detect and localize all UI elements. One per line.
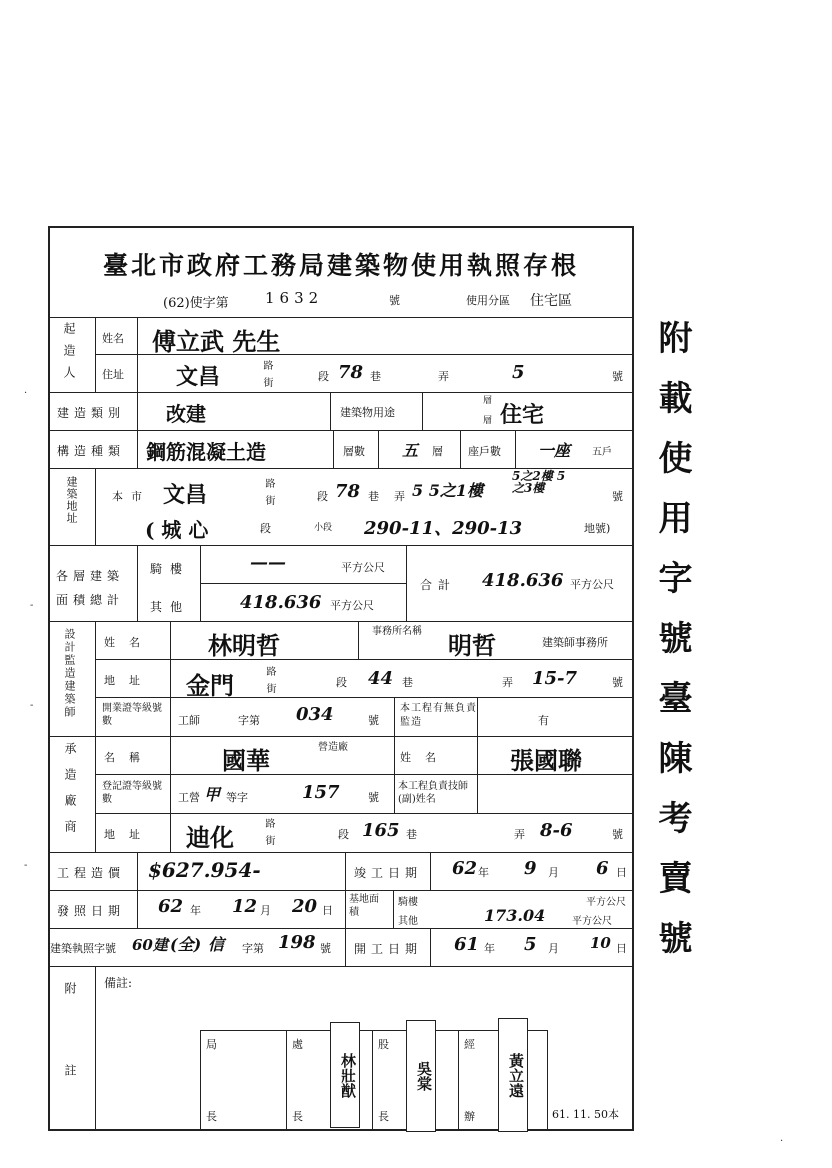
contractor-cert-no: 157: [302, 782, 340, 803]
area-arcade: ——: [250, 552, 286, 573]
site-lane: 78: [335, 481, 361, 502]
area-total-label: 合計: [420, 578, 457, 592]
sign-label-3: 處: [292, 1038, 303, 1051]
permit-label: 建築執照字號: [50, 942, 116, 955]
architect-section-unit: 段: [336, 676, 347, 689]
architect-name: 林明哲: [208, 631, 280, 660]
site-alley-unit: 弄: [394, 490, 405, 503]
site-other-unit: 平方公尺: [572, 916, 612, 927]
issue-year-unit: 年: [190, 904, 201, 917]
area-other-label: 其他: [150, 600, 191, 614]
architect-cert-no: 034: [296, 704, 334, 725]
contractor-alley-unit: 弄: [514, 828, 525, 841]
site-road-unit: 路 街: [263, 478, 274, 508]
contractor-addr-road: 迪化: [186, 823, 234, 852]
start-year: 61: [454, 934, 480, 955]
remark-label: 備註:: [104, 976, 133, 990]
issue-month: 12: [232, 896, 258, 917]
cost-label: 工程造價: [57, 866, 126, 880]
scan-noise: ·: [24, 388, 28, 399]
site-section-unit: 段: [317, 490, 328, 503]
contractor-road-unit: 路 街: [263, 818, 274, 848]
contractor-cert-mid: 等字: [226, 791, 248, 804]
contractor-addr-label: 地址: [104, 828, 154, 841]
permit-word: (全): [170, 935, 202, 954]
architect-cert-mid: 字第: [238, 714, 260, 727]
units-unit: 五戶: [592, 447, 612, 458]
sign-label-5: 股: [378, 1038, 389, 1051]
area-label: 各層建築面積總計: [56, 569, 125, 607]
site-area-label: 基地面積: [349, 894, 379, 918]
contractor-no: 8-6: [540, 820, 573, 841]
start-month-unit: 月: [548, 942, 559, 955]
contractor-name-label: 名稱: [104, 751, 154, 764]
contractor-lane: 165: [362, 820, 400, 841]
site-other: 173.04: [484, 906, 546, 925]
architect-addr-road: 金門: [186, 671, 234, 700]
applicant-name: 傅立武 先生: [152, 327, 281, 356]
signature-block: [200, 1030, 548, 1130]
area-arcade-label: 騎樓: [150, 562, 191, 576]
architect-section-label: 設計監造建築師: [63, 628, 76, 719]
structure-label: 構造種類: [57, 444, 126, 458]
site-no-unit: 號: [612, 490, 623, 503]
issue-year: 62: [158, 896, 184, 917]
complete-month: 9: [524, 858, 537, 879]
site-city: 本市: [112, 490, 150, 503]
complete-label: 竣工日期: [354, 866, 423, 880]
site-arcade-label: 騎樓: [398, 897, 418, 908]
issue-month-unit: 月: [260, 904, 271, 917]
applicant-addr-road: 文昌: [176, 364, 221, 390]
architect-office-suffix: 建築師事務所: [542, 636, 608, 649]
use-value: 住宅: [500, 402, 545, 428]
architect-name-label: 姓名: [104, 636, 154, 649]
category-label: 建造類別: [57, 406, 126, 420]
complete-year: 62: [452, 858, 478, 879]
architect-no-unit: 號: [612, 676, 623, 689]
scan-noise: -: [30, 600, 34, 611]
applicant-lane: 78: [338, 362, 364, 383]
floor-unit: 層 層: [481, 395, 491, 428]
scan-noise: ·: [780, 1136, 784, 1147]
applicant-no: 5: [512, 362, 525, 383]
start-day-unit: 日: [616, 942, 627, 955]
start-day: 10: [590, 934, 611, 952]
start-year-unit: 年: [484, 942, 495, 955]
architect-lane: 44: [368, 668, 394, 689]
architect-road-unit: 路 街: [264, 666, 275, 696]
contractor-section-label: 承造廠商: [63, 742, 77, 846]
site-lane-unit: 巷: [368, 490, 379, 503]
license-suffix: 號: [389, 294, 400, 307]
contractor-section-unit: 段: [338, 828, 349, 841]
area-other-unit: 平方公尺: [330, 599, 374, 612]
complete-year-unit: 年: [478, 866, 489, 879]
site-land-subsection-unit: 小段: [314, 523, 333, 533]
issue-day-unit: 日: [322, 904, 333, 917]
cost-value: $627.954-: [148, 858, 261, 882]
contractor-cert-label: 登記證等級號數: [102, 781, 162, 805]
permit-word2: 信: [208, 935, 225, 954]
notes-section-label: 附註: [63, 982, 77, 1146]
floors-value: 五: [402, 441, 419, 460]
permit-unit: 號: [320, 942, 331, 955]
contractor-person: 張國聯: [510, 746, 582, 775]
license-number: 1632: [265, 289, 324, 307]
issue-day: 20: [292, 896, 318, 917]
architect-supervise-label: 本工程有無負責監造: [400, 703, 477, 728]
site-land-section: ( 城 心: [145, 518, 209, 542]
approval-stamp-3: 黃立遠: [498, 1018, 528, 1132]
applicant-alley-unit: 弄: [438, 370, 449, 383]
permit-mid: 字第: [242, 942, 264, 955]
complete-month-unit: 月: [548, 866, 559, 879]
area-other: 418.636: [240, 592, 322, 613]
floors-unit: 層: [432, 445, 443, 458]
architect-alley-unit: 弄: [502, 676, 513, 689]
permit-year: 60建: [132, 936, 168, 954]
contractor-lane-unit: 巷: [406, 828, 417, 841]
units-value: 一座: [538, 441, 571, 460]
complete-day-unit: 日: [616, 866, 627, 879]
area-arcade-unit: 平方公尺: [341, 561, 385, 574]
site-land-section-unit: 段: [260, 522, 271, 535]
sign-label-7: 經: [464, 1038, 475, 1051]
contractor-name: 國華: [222, 746, 270, 775]
license-prefix: (62)使字第: [163, 296, 229, 311]
architect-no: 15-7: [532, 668, 578, 689]
zone-label: 使用分區: [466, 294, 510, 307]
site-lot-unit: 地號): [584, 522, 611, 535]
site-other-label: 其他: [398, 916, 418, 927]
site-no-right: 5之2樓 5之3樓: [512, 469, 566, 495]
floors-label: 層數: [343, 445, 365, 458]
units-label: 座戶數: [468, 445, 501, 458]
form-title: 臺北市政府工務局建築物使用執照存根: [102, 251, 579, 280]
site-lots: 290-11、290-13: [364, 518, 523, 539]
contractor-cert-unit: 號: [368, 791, 379, 804]
structure-value: 鋼筋混凝土造: [146, 440, 266, 464]
form-code: 61. 11. 50本: [552, 1108, 619, 1121]
area-total-unit: 平方公尺: [570, 578, 614, 591]
architect-supervise: 有: [538, 714, 549, 727]
applicant-section-unit: 段: [318, 370, 329, 383]
issue-label: 發照日期: [57, 904, 126, 918]
sign-label-1: 局: [206, 1038, 217, 1051]
sign-label-8: 辦: [464, 1110, 475, 1123]
applicant-addr-label: 住址: [102, 368, 124, 381]
start-label: 開工日期: [354, 942, 423, 956]
applicant-no-unit: 號: [612, 370, 623, 383]
site-arcade-unit: 平方公尺: [586, 897, 626, 908]
architect-cert-prefix: 工師: [178, 714, 200, 727]
contractor-name-suffix: 營造廠: [318, 742, 348, 753]
zone-value: 住宅區: [530, 293, 572, 309]
start-month: 5: [524, 934, 537, 955]
sign-label-2: 長: [206, 1110, 217, 1123]
complete-day: 6: [596, 858, 609, 879]
approval-stamp-2: 吳棠: [406, 1020, 436, 1132]
sign-label-4: 長: [292, 1110, 303, 1123]
architect-lane-unit: 巷: [402, 676, 413, 689]
approval-stamp-1: 林壯猷: [330, 1022, 360, 1128]
contractor-cert-prefix: 工營: [178, 791, 200, 804]
applicant-section-label: 起造人: [62, 322, 76, 388]
contractor-no-unit: 號: [612, 828, 623, 841]
architect-cert-unit: 號: [368, 714, 379, 727]
site-no: 5 5之1樓: [412, 481, 483, 500]
sign-label-6: 長: [378, 1110, 389, 1123]
architect-addr-label: 地址: [104, 674, 154, 687]
adjacent-page-text: 附載使用字號臺陳考賣號: [652, 320, 692, 980]
area-total: 418.636: [482, 570, 564, 591]
permit-no: 198: [278, 932, 316, 953]
scan-noise: -: [30, 700, 34, 711]
applicant-lane-unit: 巷: [370, 370, 381, 383]
use-label: 建築物用途: [340, 406, 395, 419]
contractor-person-label: 姓名: [400, 751, 450, 764]
site-road: 文昌: [163, 482, 208, 508]
site-label: 建築地址: [65, 476, 78, 524]
applicant-road-unit: 路 街: [261, 360, 272, 390]
architect-office: 明哲: [448, 631, 496, 660]
scan-noise: -: [24, 860, 28, 871]
contractor-cert-class: 甲: [204, 785, 221, 804]
category-value: 改建: [166, 402, 206, 426]
architect-cert-label: 開業證等級號數: [102, 703, 162, 727]
architect-office-label: 事務所名稱: [372, 626, 422, 637]
applicant-name-label: 姓名: [102, 332, 124, 345]
contractor-tech-label: 本工程負責技師(副)姓名: [398, 781, 468, 805]
